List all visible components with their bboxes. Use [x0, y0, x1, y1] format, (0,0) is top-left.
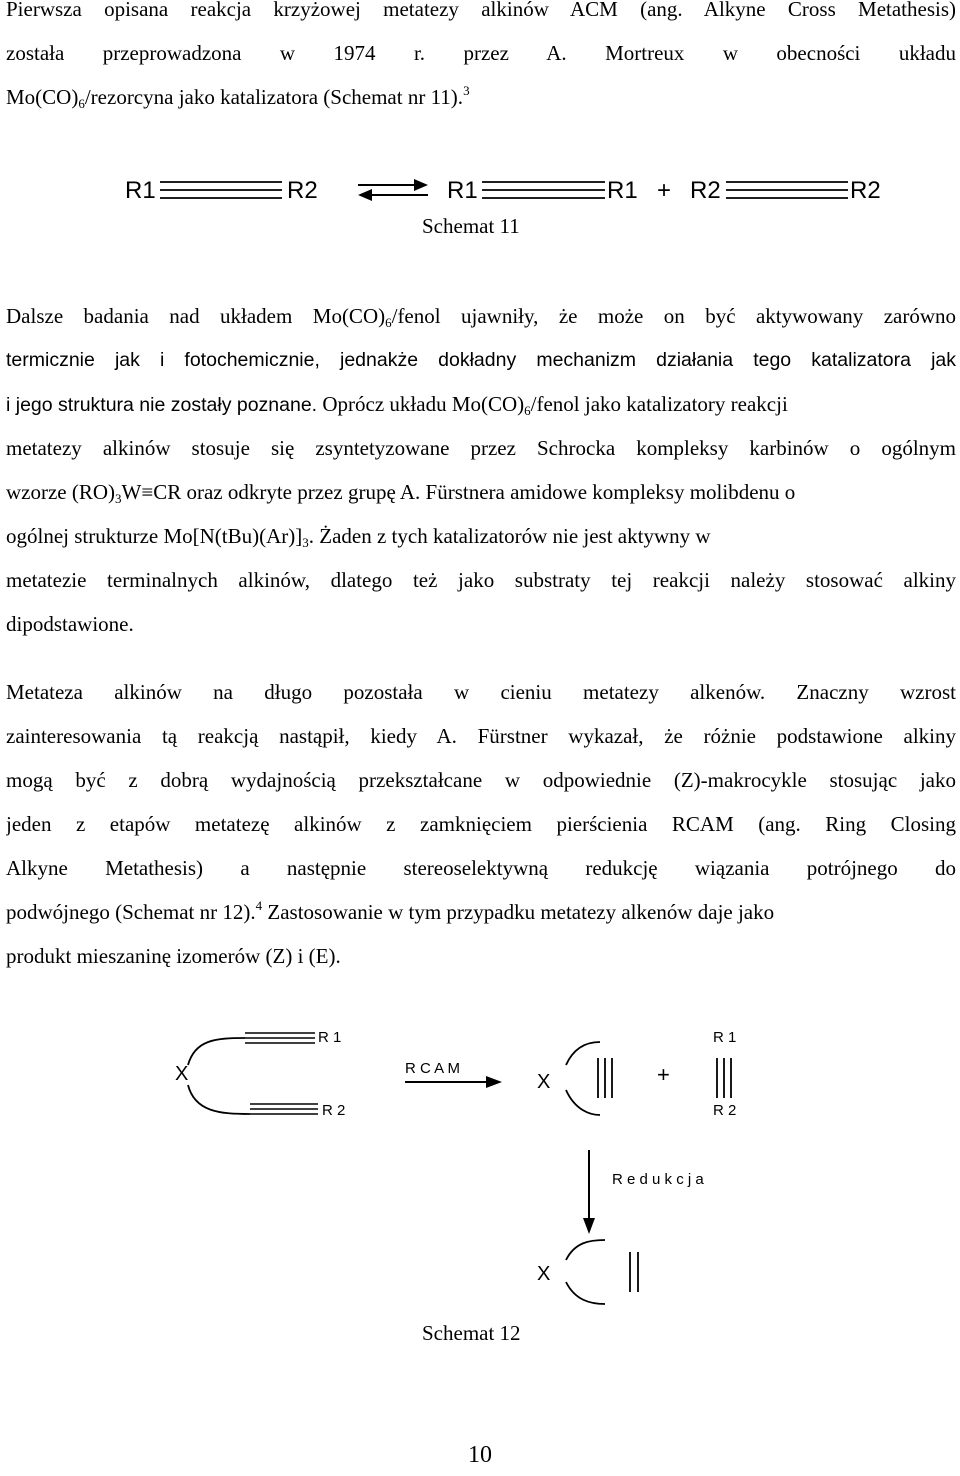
text-line: Dalsze badania nad układem $Mo(CO)_6$/fenol ujawniły, że może on być aktywowany zarówno — [6, 304, 956, 330]
chain-curve — [188, 1085, 250, 1114]
page-number: 10 — [468, 1442, 492, 1468]
reaction-label: R C A M — [405, 1060, 461, 1077]
triple-bond — [160, 182, 282, 198]
text-line: metatezie terminalnych alkinów, dlatego też jako substraty tej reakcji należy stosować alkiny — [6, 568, 956, 592]
scheme-12-caption: Schemat 12 — [422, 1321, 521, 1345]
scheme-11-caption: Schemat 11 — [422, 214, 520, 238]
text-line: ogólnej strukturze $Mo[N(tBu)(Ar)]_3$. Żaden z tych katalizatorów nie jest aktywny w — [6, 524, 711, 550]
scheme-11-diagram — [0, 158, 960, 218]
text-line: Pierwsza opisana reakcja krzyżowej metatezy alkinów ACM (ang. Alkyne Cross Metathesis) — [6, 0, 956, 21]
double-bond — [630, 1252, 638, 1292]
heteroatom-label: X — [175, 1063, 189, 1085]
triple-bond — [598, 1058, 612, 1098]
reaction-label: R e d u k c j a — [612, 1171, 704, 1188]
equilibrium-arrow — [358, 179, 428, 201]
text-line: Alkyne Metathesis) a następnie stereoselektywną redukcję wiązania potrójnego do — [6, 856, 956, 880]
paragraph-catalysts — [6, 294, 956, 646]
substituent-label: R 1 — [318, 1029, 342, 1046]
substituent-label: R1 — [607, 177, 638, 204]
text-line: produkt mieszaninę izomerów (Z) i (E). — [6, 944, 341, 968]
citation-ref: 4 — [255, 898, 263, 913]
text-line: mogą być z dobrą wydajnością przekształcane w odpowiednie (Z)-makrocykle stosując jako — [6, 768, 956, 792]
heteroatom-label: X — [537, 1071, 551, 1093]
triple-bond — [482, 182, 605, 198]
ring-curve — [566, 1240, 605, 1260]
text-line: metatezy alkinów stosuje się zsyntetyzowane przez Schrocka kompleksy karbinów o ogólnym — [6, 436, 956, 460]
text-line: $Mo(CO)_6$/rezorcyna jako katalizatora (Schemat nr 11).$^3$ — [6, 83, 470, 111]
text-line: wzorze $(RO)_3W\equiv CR$ oraz odkryte przez grupę A. Fürstnera amidowe kompleksy molibdenu o — [6, 480, 796, 506]
ring-curve — [566, 1090, 600, 1115]
text-line: zainteresowania tą reakcją nastąpił, kiedy A. Fürstner wykazał, że różnie podstawione alkiny — [6, 724, 956, 748]
triple-bond — [250, 1104, 318, 1114]
text-line: jeden z etapów metatezę alkinów z zamknięciem pierścienia RCAM (ang. Ring Closing — [6, 812, 956, 836]
heteroatom-label: X — [537, 1263, 551, 1285]
scheme-12-diagram — [0, 1020, 960, 1320]
text-line: Metateza alkinów na długo pozostała w cieniu metatezy alkenów. Znaczny wzrost — [6, 680, 956, 704]
substituent-label: R1 — [447, 177, 478, 204]
substituent-label: R2 — [850, 177, 881, 204]
substituent-label: R 1 — [713, 1029, 737, 1046]
triple-bond — [245, 1033, 315, 1043]
text-line: dipodstawione. — [6, 612, 134, 636]
ring-curve — [566, 1282, 605, 1304]
reaction-arrow — [405, 1076, 502, 1088]
chain-curve — [188, 1038, 245, 1065]
paragraph-rcam — [6, 670, 956, 978]
text-line: została przeprowadzona w 1974 r. przez A. Mortreux w obecności układu — [6, 41, 956, 65]
text-line: podwójnego (Schemat nr 12).$^4$ Zastosowanie w tym przypadku metatezy alkenów daje jako — [6, 898, 775, 924]
text-line: termicznie jak i fotochemicznie, jednakże dokładny mechanizm działania tego katalizatora jak — [6, 349, 956, 371]
substituent-label: R2 — [287, 177, 318, 204]
triple-bond — [717, 1058, 731, 1098]
substituent-label: R1 — [125, 177, 156, 204]
citation-ref: 3 — [463, 83, 470, 98]
plus-sign: + — [657, 177, 672, 204]
substituent-label: R2 — [690, 177, 721, 204]
substituent-label: R 2 — [713, 1102, 737, 1119]
plus-sign: + — [657, 1062, 670, 1087]
text-line: i jego struktura nie zostały poznane. Oprócz układu $Mo(CO)_6$/fenol jako katalizatory reakcji — [6, 392, 788, 418]
triple-bond — [726, 182, 848, 198]
paragraph-intro — [6, 0, 956, 119]
substituent-label: R 2 — [322, 1102, 346, 1119]
ring-curve — [566, 1042, 600, 1065]
reaction-arrow — [583, 1150, 595, 1234]
